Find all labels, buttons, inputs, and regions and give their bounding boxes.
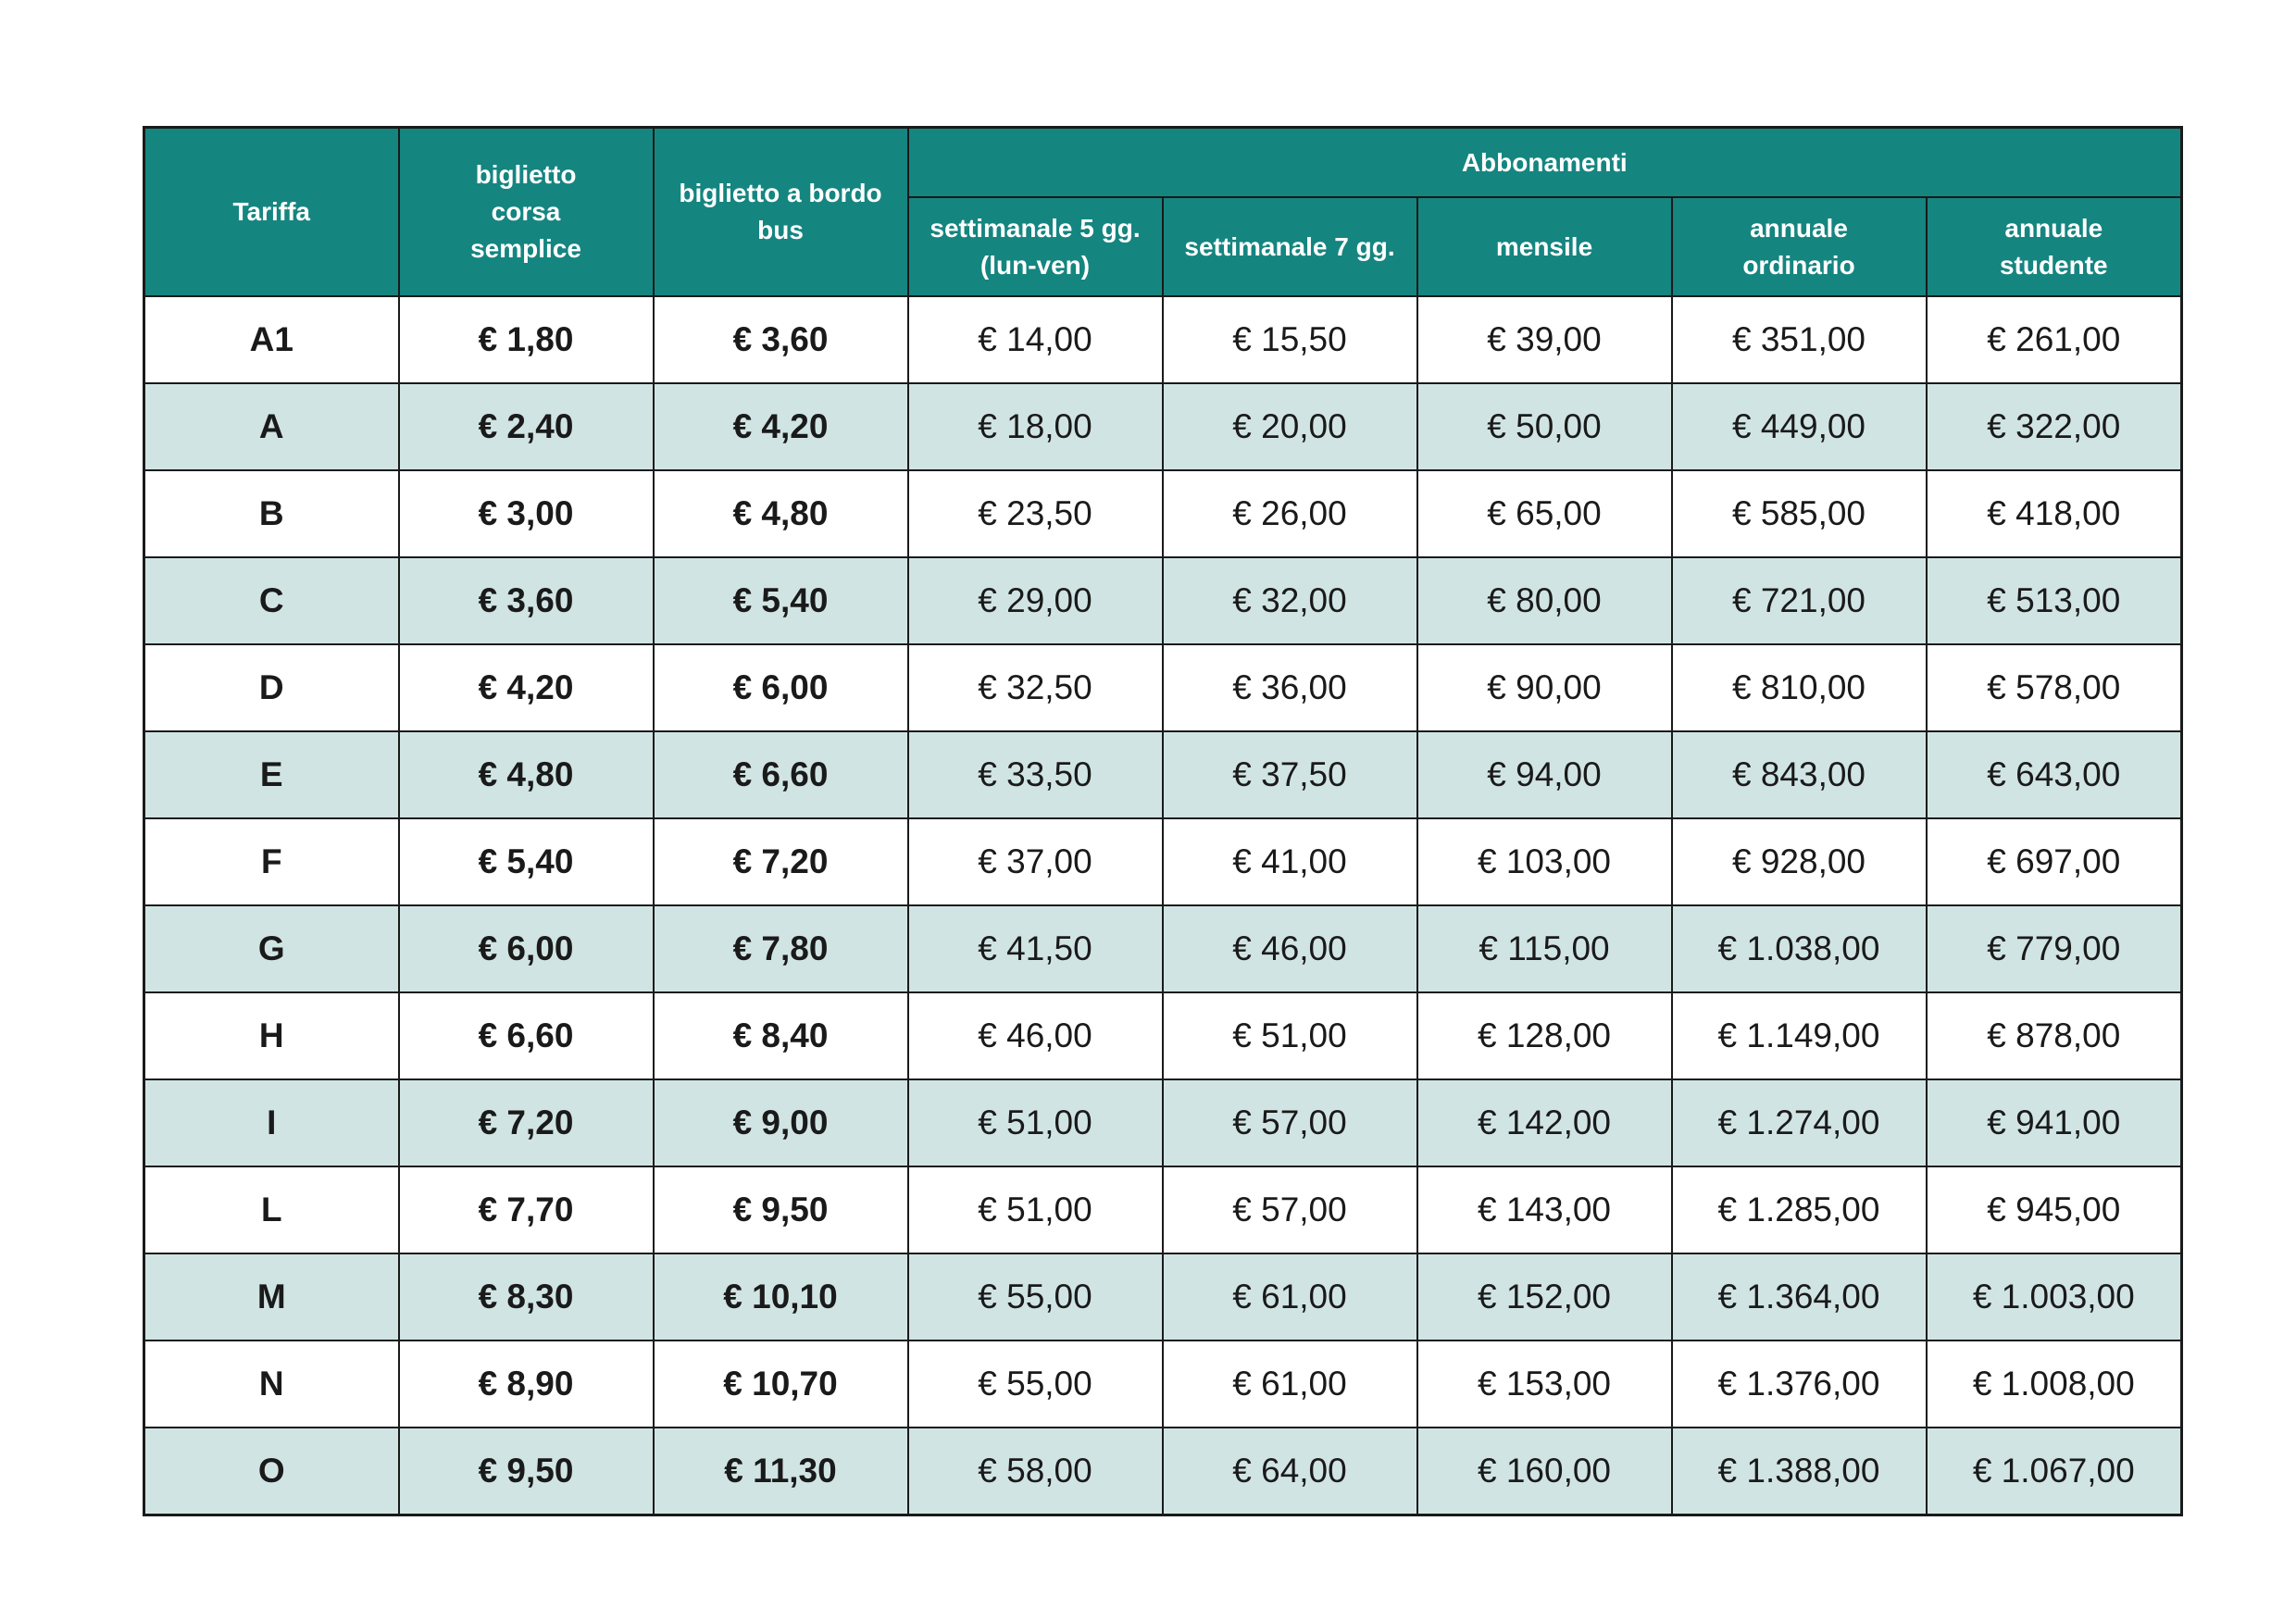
tariffa-cell: L — [144, 1166, 399, 1253]
settimanale-7-cell: € 61,00 — [1163, 1253, 1417, 1340]
corsa-semplice-cell: € 2,40 — [399, 383, 654, 470]
annuale-ordinario-cell: € 843,00 — [1672, 731, 1927, 818]
corsa-semplice-cell: € 1,80 — [399, 296, 654, 383]
table-row — [144, 470, 2182, 557]
corsa-semplice-cell: € 9,50 — [399, 1428, 654, 1515]
tariffa-cell: O — [144, 1428, 399, 1515]
annuale-studente-cell: € 1.003,00 — [1927, 1253, 2182, 1340]
corsa-semplice-cell: € 7,20 — [399, 1079, 654, 1166]
annuale-studente-cell: € 578,00 — [1927, 644, 2182, 731]
corsa-semplice-cell: € 3,00 — [399, 470, 654, 557]
tariffa-cell: F — [144, 818, 399, 905]
annuale-studente-cell: € 418,00 — [1927, 470, 2182, 557]
header-line: corsa — [491, 197, 561, 226]
annuale-studente-cell: € 513,00 — [1927, 557, 2182, 644]
header-line: biglietto a bordo — [679, 179, 882, 207]
table-row — [144, 905, 2182, 992]
mensile-cell: € 39,00 — [1417, 296, 1672, 383]
tariffa-cell: B — [144, 470, 399, 557]
annuale-studente-cell: € 945,00 — [1927, 1166, 2182, 1253]
annuale-studente-cell: € 1.008,00 — [1927, 1340, 2182, 1428]
table-row — [144, 557, 2182, 644]
mensile-cell: € 115,00 — [1417, 905, 1672, 992]
settimanale-7-cell: € 57,00 — [1163, 1079, 1417, 1166]
annuale-ordinario-cell: € 585,00 — [1672, 470, 1927, 557]
table-row — [144, 992, 2182, 1079]
table-header — [144, 128, 2182, 297]
annuale-ordinario-cell: € 449,00 — [1672, 383, 1927, 470]
tariffa-cell: G — [144, 905, 399, 992]
annuale-ordinario-cell: € 928,00 — [1672, 818, 1927, 905]
header-a-bordo — [654, 128, 908, 297]
mensile-cell: € 90,00 — [1417, 644, 1672, 731]
corsa-semplice-cell: € 4,20 — [399, 644, 654, 731]
annuale-ordinario-cell: € 1.274,00 — [1672, 1079, 1927, 1166]
corsa-semplice-cell: € 8,90 — [399, 1340, 654, 1428]
settimanale-7-cell: € 51,00 — [1163, 992, 1417, 1079]
tariffa-cell: N — [144, 1340, 399, 1428]
corsa-semplice-cell: € 4,80 — [399, 731, 654, 818]
settimanale-7-cell: € 61,00 — [1163, 1340, 1417, 1428]
tariffa-cell: H — [144, 992, 399, 1079]
table-row — [144, 296, 2182, 383]
header-line: (lun-ven) — [980, 250, 1091, 280]
annuale-ordinario-cell: € 721,00 — [1672, 557, 1927, 644]
settimanale-7-cell: € 64,00 — [1163, 1428, 1417, 1515]
table-body — [144, 296, 2182, 1515]
settimanale-5-cell: € 55,00 — [908, 1340, 1163, 1428]
table-row — [144, 1340, 2182, 1428]
tariffa-cell: I — [144, 1079, 399, 1166]
mensile-cell: € 153,00 — [1417, 1340, 1672, 1428]
annuale-studente-cell: € 322,00 — [1927, 383, 2182, 470]
corsa-semplice-cell: € 6,60 — [399, 992, 654, 1079]
settimanale-5-cell: € 51,00 — [908, 1166, 1163, 1253]
header-settimanale-5 — [908, 197, 1163, 296]
header-line: bus — [757, 216, 804, 244]
annuale-ordinario-cell: € 351,00 — [1672, 296, 1927, 383]
annuale-studente-cell: € 941,00 — [1927, 1079, 2182, 1166]
a-bordo-cell: € 11,30 — [654, 1428, 908, 1515]
table-row — [144, 731, 2182, 818]
header-line: settimanale 5 gg. — [930, 213, 1141, 243]
annuale-ordinario-cell: € 1.149,00 — [1672, 992, 1927, 1079]
header-line: annuale — [2004, 213, 2103, 243]
table-row — [144, 1166, 2182, 1253]
tariffa-cell: A — [144, 383, 399, 470]
table-row — [144, 1253, 2182, 1340]
settimanale-7-cell: € 46,00 — [1163, 905, 1417, 992]
header-settimanale-7 — [1163, 197, 1417, 296]
header-line: annuale — [1750, 213, 1848, 243]
settimanale-7-cell: € 26,00 — [1163, 470, 1417, 557]
annuale-studente-cell: € 878,00 — [1927, 992, 2182, 1079]
table-row — [144, 1079, 2182, 1166]
a-bordo-cell: € 10,10 — [654, 1253, 908, 1340]
mensile-cell: € 103,00 — [1417, 818, 1672, 905]
settimanale-5-cell: € 37,00 — [908, 818, 1163, 905]
settimanale-7-cell: € 15,50 — [1163, 296, 1417, 383]
mensile-cell: € 128,00 — [1417, 992, 1672, 1079]
annuale-ordinario-cell: € 1.038,00 — [1672, 905, 1927, 992]
header-line: studente — [1999, 250, 2108, 280]
header-tariffa — [144, 128, 399, 297]
settimanale-7-cell: € 36,00 — [1163, 644, 1417, 731]
header-abbonamenti: Abbonamenti — [908, 128, 2182, 198]
mensile-cell: € 65,00 — [1417, 470, 1672, 557]
tariffa-cell: A1 — [144, 296, 399, 383]
mensile-cell: € 152,00 — [1417, 1253, 1672, 1340]
a-bordo-cell: € 4,80 — [654, 470, 908, 557]
mensile-cell: € 143,00 — [1417, 1166, 1672, 1253]
corsa-semplice-cell: € 8,30 — [399, 1253, 654, 1340]
a-bordo-cell: € 9,50 — [654, 1166, 908, 1253]
annuale-ordinario-cell: € 1.285,00 — [1672, 1166, 1927, 1253]
annuale-studente-cell: € 643,00 — [1927, 731, 2182, 818]
settimanale-5-cell: € 41,50 — [908, 905, 1163, 992]
settimanale-5-cell: € 58,00 — [908, 1428, 1163, 1515]
settimanale-5-cell: € 51,00 — [908, 1079, 1163, 1166]
annuale-studente-cell: € 697,00 — [1927, 818, 2182, 905]
a-bordo-cell: € 7,80 — [654, 905, 908, 992]
settimanale-5-cell: € 29,00 — [908, 557, 1163, 644]
settimanale-5-cell: € 14,00 — [908, 296, 1163, 383]
header-line: Tariffa — [232, 197, 310, 226]
header-corsa-semplice — [399, 128, 654, 297]
annuale-studente-cell: € 1.067,00 — [1927, 1428, 2182, 1515]
header-line: settimanale 7 gg. — [1184, 231, 1395, 261]
a-bordo-cell: € 6,00 — [654, 644, 908, 731]
settimanale-5-cell: € 32,50 — [908, 644, 1163, 731]
table-row — [144, 383, 2182, 470]
tariffa-cell: E — [144, 731, 399, 818]
mensile-cell: € 50,00 — [1417, 383, 1672, 470]
a-bordo-cell: € 3,60 — [654, 296, 908, 383]
settimanale-5-cell: € 23,50 — [908, 470, 1163, 557]
fare-table — [143, 126, 2183, 1516]
a-bordo-cell: € 6,60 — [654, 731, 908, 818]
settimanale-5-cell: € 55,00 — [908, 1253, 1163, 1340]
settimanale-7-cell: € 37,50 — [1163, 731, 1417, 818]
annuale-ordinario-cell: € 1.376,00 — [1672, 1340, 1927, 1428]
settimanale-7-cell: € 41,00 — [1163, 818, 1417, 905]
settimanale-5-cell: € 46,00 — [908, 992, 1163, 1079]
header-line: biglietto — [475, 160, 577, 189]
tariffa-cell: C — [144, 557, 399, 644]
a-bordo-cell: € 4,20 — [654, 383, 908, 470]
a-bordo-cell: € 8,40 — [654, 992, 908, 1079]
table-row — [144, 644, 2182, 731]
settimanale-5-cell: € 33,50 — [908, 731, 1163, 818]
table-row — [144, 818, 2182, 905]
header-line: semplice — [470, 234, 581, 263]
a-bordo-cell: € 7,20 — [654, 818, 908, 905]
annuale-ordinario-cell: € 1.364,00 — [1672, 1253, 1927, 1340]
annuale-studente-cell: € 779,00 — [1927, 905, 2182, 992]
corsa-semplice-cell: € 7,70 — [399, 1166, 654, 1253]
corsa-semplice-cell: € 3,60 — [399, 557, 654, 644]
annuale-ordinario-cell: € 810,00 — [1672, 644, 1927, 731]
mensile-cell: € 94,00 — [1417, 731, 1672, 818]
corsa-semplice-cell: € 5,40 — [399, 818, 654, 905]
header-mensile — [1417, 197, 1672, 296]
mensile-cell: € 142,00 — [1417, 1079, 1672, 1166]
settimanale-7-cell: € 32,00 — [1163, 557, 1417, 644]
mensile-cell: € 80,00 — [1417, 557, 1672, 644]
tariffa-cell: D — [144, 644, 399, 731]
settimanale-5-cell: € 18,00 — [908, 383, 1163, 470]
a-bordo-cell: € 10,70 — [654, 1340, 908, 1428]
settimanale-7-cell: € 20,00 — [1163, 383, 1417, 470]
tariffa-cell: M — [144, 1253, 399, 1340]
header-line: ordinario — [1742, 250, 1855, 280]
annuale-ordinario-cell: € 1.388,00 — [1672, 1428, 1927, 1515]
a-bordo-cell: € 5,40 — [654, 557, 908, 644]
table-row — [144, 1428, 2182, 1515]
corsa-semplice-cell: € 6,00 — [399, 905, 654, 992]
annuale-studente-cell: € 261,00 — [1927, 296, 2182, 383]
header-line: mensile — [1495, 231, 1593, 261]
a-bordo-cell: € 9,00 — [654, 1079, 908, 1166]
header-annuale-studente — [1927, 197, 2182, 296]
header-annuale-ordinario — [1672, 197, 1927, 296]
settimanale-7-cell: € 57,00 — [1163, 1166, 1417, 1253]
mensile-cell: € 160,00 — [1417, 1428, 1672, 1515]
